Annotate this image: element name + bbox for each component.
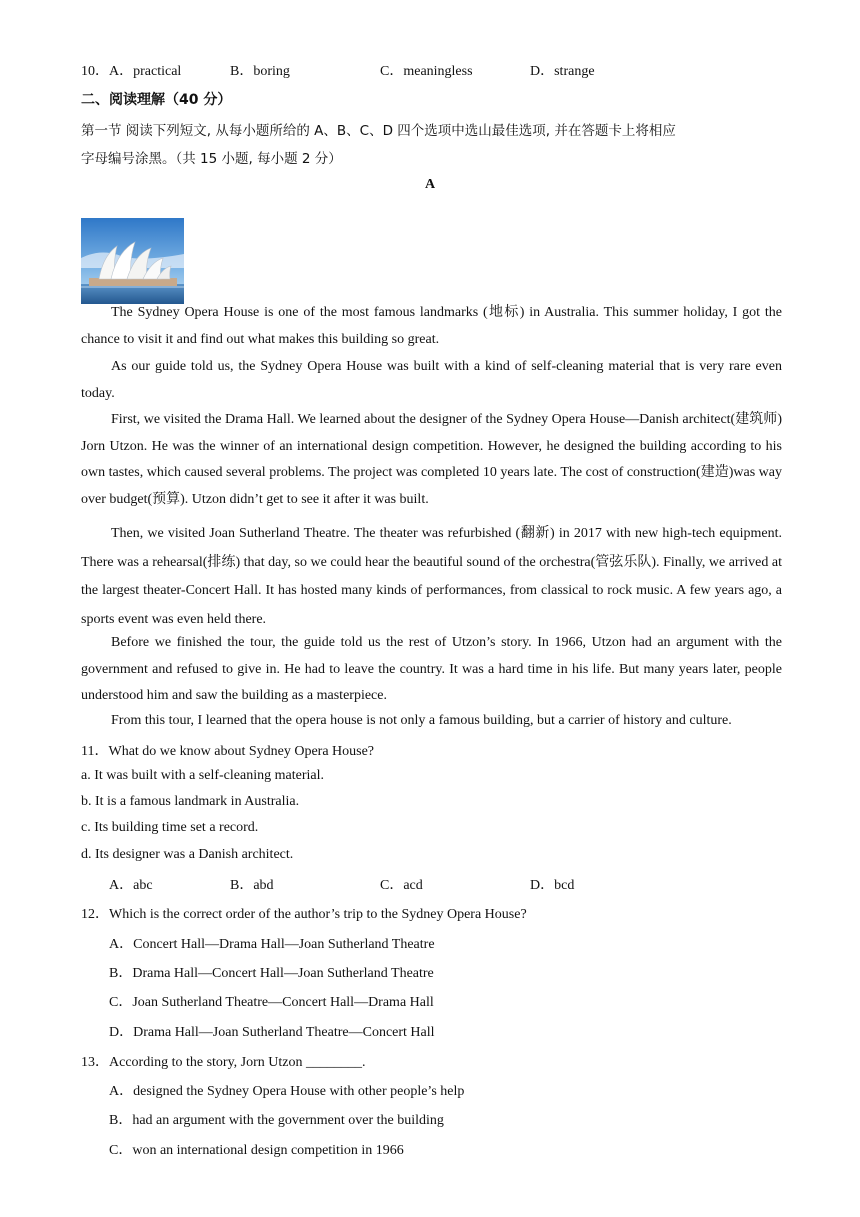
q10-number: 10．: [81, 64, 109, 79]
q10-option-d: D．strange: [530, 64, 595, 79]
q13-option-b: B．had an argument with the government over the building: [109, 1113, 444, 1128]
q11-option-d: D．bcd: [530, 878, 575, 893]
passage-label: A: [424, 177, 436, 192]
q12-stem: 12．Which is the correct order of the author’s trip to the Sydney Opera House?: [81, 907, 527, 922]
passage-paragraph-6: From this tour, I learned that the opera house is not only a famous building, but a carrier of history and culture.: [111, 713, 732, 728]
section-instruction-line1: 第一节 阅读下列短文, 从每小题所给的 A、B、C、D 四个选项中选山最佳选项, 并在答题卡上将相应: [81, 123, 676, 139]
passage-paragraph-3: First, we visited the Drama Hall. We learned about the designer of the Sydney Opera House—Danish architect(建筑师) Jorn Utzon. He was the winner of an international design competition. However, he designed the building according to his own tastes, which caused several problems. The project was completed 10 years late. The cost of construction(建造)was way over budget(预算). Utzon didn’t get to see it after it was built.: [81, 412, 782, 507]
passage-paragraph-4: Then, we visited Joan Sutherland Theatre. The theater was refurbished (翻新) in 2017 with new high-tech equipment. There was a rehearsal(排练) that day, so we could hear the beautiful sound of the orchestra(管弦乐队). Finally, we arrived at the largest theater-Concert Hall. It has hosted many kinds of performances, from classical to rock music. A few years ago, a sports event was even held there.: [81, 526, 782, 627]
section-title: 二、阅读理解（40 分）: [81, 92, 232, 108]
q13-option-c: C．won an international design competition in 1966: [109, 1143, 404, 1158]
q12-option-c: C．Joan Sutherland Theatre—Concert Hall—Drama Hall: [109, 995, 434, 1010]
q10-option-a: A．practical: [109, 64, 182, 79]
section-instruction-line2: 字母编号涂黑。（共 15 小题, 每小题 2 分）: [81, 151, 342, 167]
q11-option-b: B．abd: [230, 878, 274, 893]
q12-option-a: A．Concert Hall—Drama Hall—Joan Sutherland Theatre: [109, 937, 435, 952]
q13-stem: 13．According to the story, Jorn Utzon ________.: [81, 1055, 366, 1070]
q11-statement-a: a. It was built with a self-cleaning material.: [81, 768, 324, 783]
sydney-opera-house-image: [81, 218, 184, 304]
q11-option-a: A．abc: [109, 878, 153, 893]
q12-option-d: D．Drama Hall—Joan Sutherland Theatre—Concert Hall: [109, 1025, 435, 1040]
q13-option-a: A．designed the Sydney Opera House with other people’s help: [109, 1084, 465, 1099]
q11-option-c: C．acd: [380, 878, 423, 893]
q11-stem: 11．What do we know about Sydney Opera House?: [81, 744, 375, 759]
q10-option-c: C．meaningless: [380, 64, 473, 79]
passage-paragraph-1: The Sydney Opera House is one of the most famous landmarks (地标) in Australia. This summer holiday, I got the chance to visit it and find out what makes this building so great.: [81, 305, 782, 347]
q12-option-b: B．Drama Hall—Concert Hall—Joan Sutherland Theatre: [109, 966, 434, 981]
passage-paragraph-2: As our guide told us, the Sydney Opera House was built with a kind of self-cleaning material that is very rare even today.: [81, 359, 782, 401]
q11-statement-b: b. It is a famous landmark in Australia.: [81, 794, 300, 809]
q11-statement-d: d. Its designer was a Danish architect.: [81, 847, 294, 862]
q10-option-b: B．boring: [230, 64, 290, 79]
passage-paragraph-5: Before we finished the tour, the guide told us the rest of Utzon’s story. In 1966, Utzon had an argument with the government and refused to give in. He had to leave the country. It was a hard time in his life. But many years later, people understood him and saw the building as a masterpiece.: [81, 635, 782, 703]
q11-statement-c: c. Its building time set a record.: [81, 820, 259, 835]
